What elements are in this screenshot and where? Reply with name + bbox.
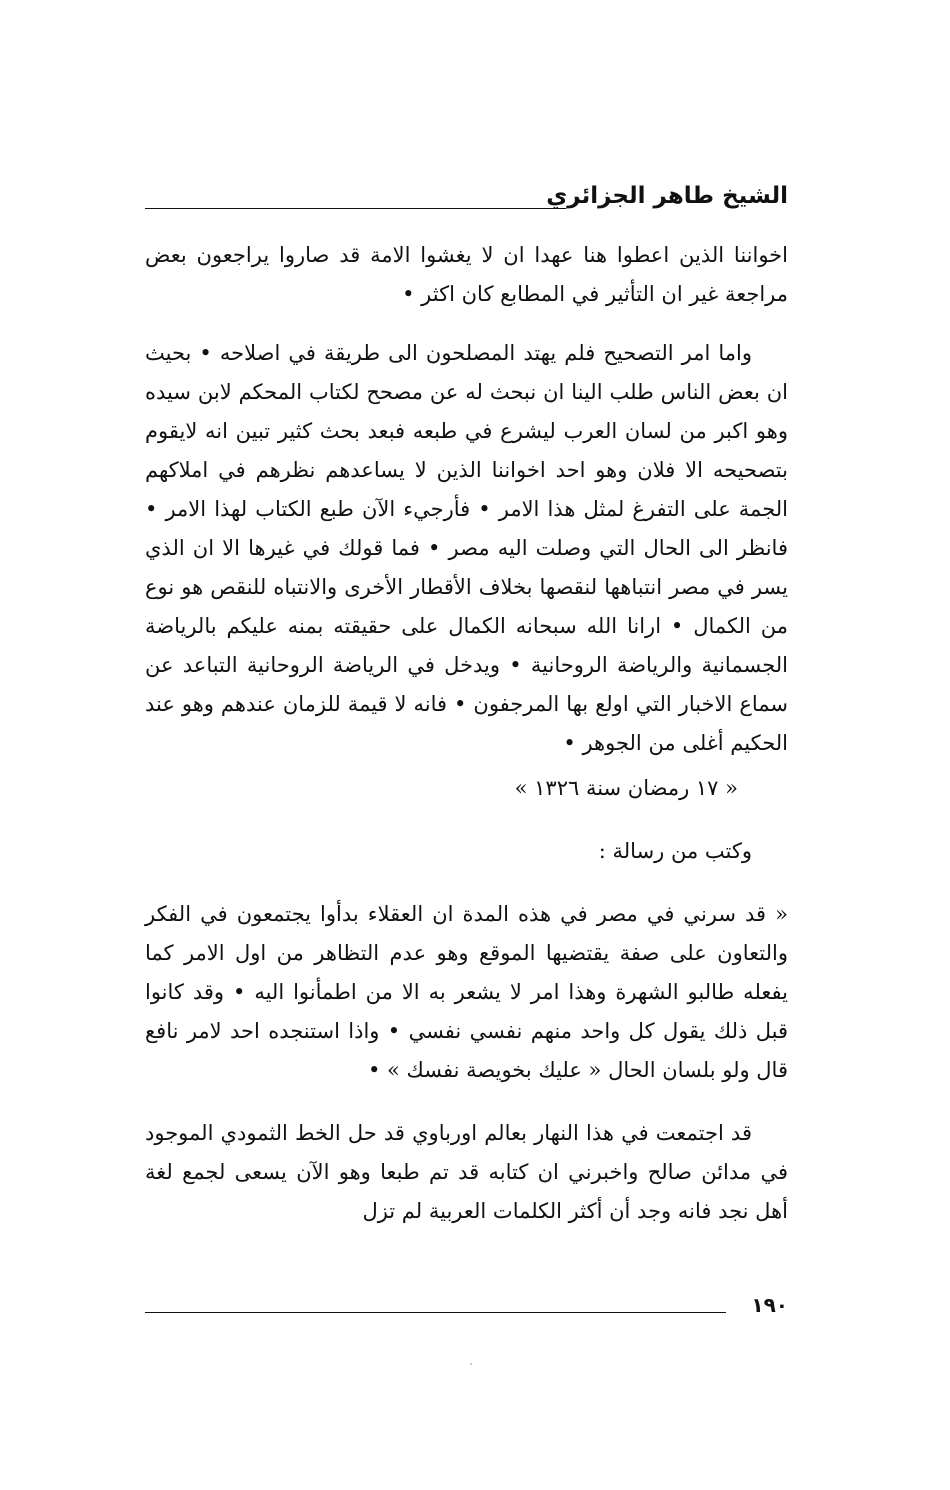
running-header bbox=[145, 178, 788, 218]
page-number: ١٩٠ bbox=[751, 1293, 788, 1317]
paragraph-2: واما امر التصحيح فلم يهتد المصلحون الى طريقة في اصلاحه • بحيث ان بعض الناس طلب الينا ان نبحث له عن مصحح لكتاب المحكم لابن سيده وهو اكبر من لسان العرب ليشرع في طبعه فبعد بحث كثير تبين انه لايقوم بتصحيحه الا فلان وهو احد اخواننا الذين لا يساعدهم نظرهم في املاكهم الجمة على التفرغ لمثل هذا الامر • فأرجيء الآن طبع الكتاب لهذا الامر • فانظر الى الحال التي وصلت اليه مصر • فما قولك في غيرها الا ان الذي يسر في مصر انتباهها لنقصها بخلاف الأقطار الأخرى والانتباه للنقص هو نوع من الكمال • ارانا الله سبحانه الكمال على حقيقته بمنه عليكم بالرياضة الجسمانية والرياضة الروحانية • ويدخل في الرياضة الروحانية التباعد عن سماع الاخبار التي اولع بها المرجفون • فانه لا قيمة للزمان عندهم وهو عند الحكيم أغلى من الجوهر • bbox=[145, 341, 788, 755]
letter-intro: وكتب من رسالة : bbox=[598, 839, 752, 863]
header-rule bbox=[145, 208, 566, 209]
page-body bbox=[145, 236, 788, 1231]
footer-rule bbox=[145, 1312, 726, 1313]
paragraph-1: اخواننا الذين اعطوا هنا عهدا ان لا يغشوا الامة قد صاروا يراجعون بعض مراجعة غير ان التأثير في المطابع كان اكثر • bbox=[145, 243, 788, 306]
page-footer bbox=[145, 1290, 788, 1324]
paragraph-4: قد اجتمعت في هذا النهار بعالم اورباوي قد حل الخط الثمودي الموجود في مدائن صالح واخبرني ان كتابه قد تم طبعا وهو الآن يسعى لجمع لغة أهل نجد فانه وجد أن أكثر الكلمات العربية لم تزل bbox=[145, 1121, 788, 1223]
scan-speck bbox=[470, 1363, 472, 1365]
running-header-title: الشيخ طاهر الجزائري bbox=[546, 183, 788, 209]
paragraph-quote: « قد سرني في مصر في هذه المدة ان العقلاء بدأوا يجتمعون في الفكر والتعاون على صفة يقتضيها الموقع وهو عدم التظاهر من اول الامر كما يفعله طالبو الشهرة وهذا امر لا يشعر به الا من اطمأنوا اليه • وقد كانوا قبل ذلك يقول كل واحد منهم نفسي نفسي • واذا استنجده احد لامر نافع قال ولو بلسان الحال « عليك بخويصة نفسك » • bbox=[145, 902, 788, 1082]
date-line: « ١٧ رمضان سنة ١٣٢٦ » bbox=[514, 776, 738, 800]
